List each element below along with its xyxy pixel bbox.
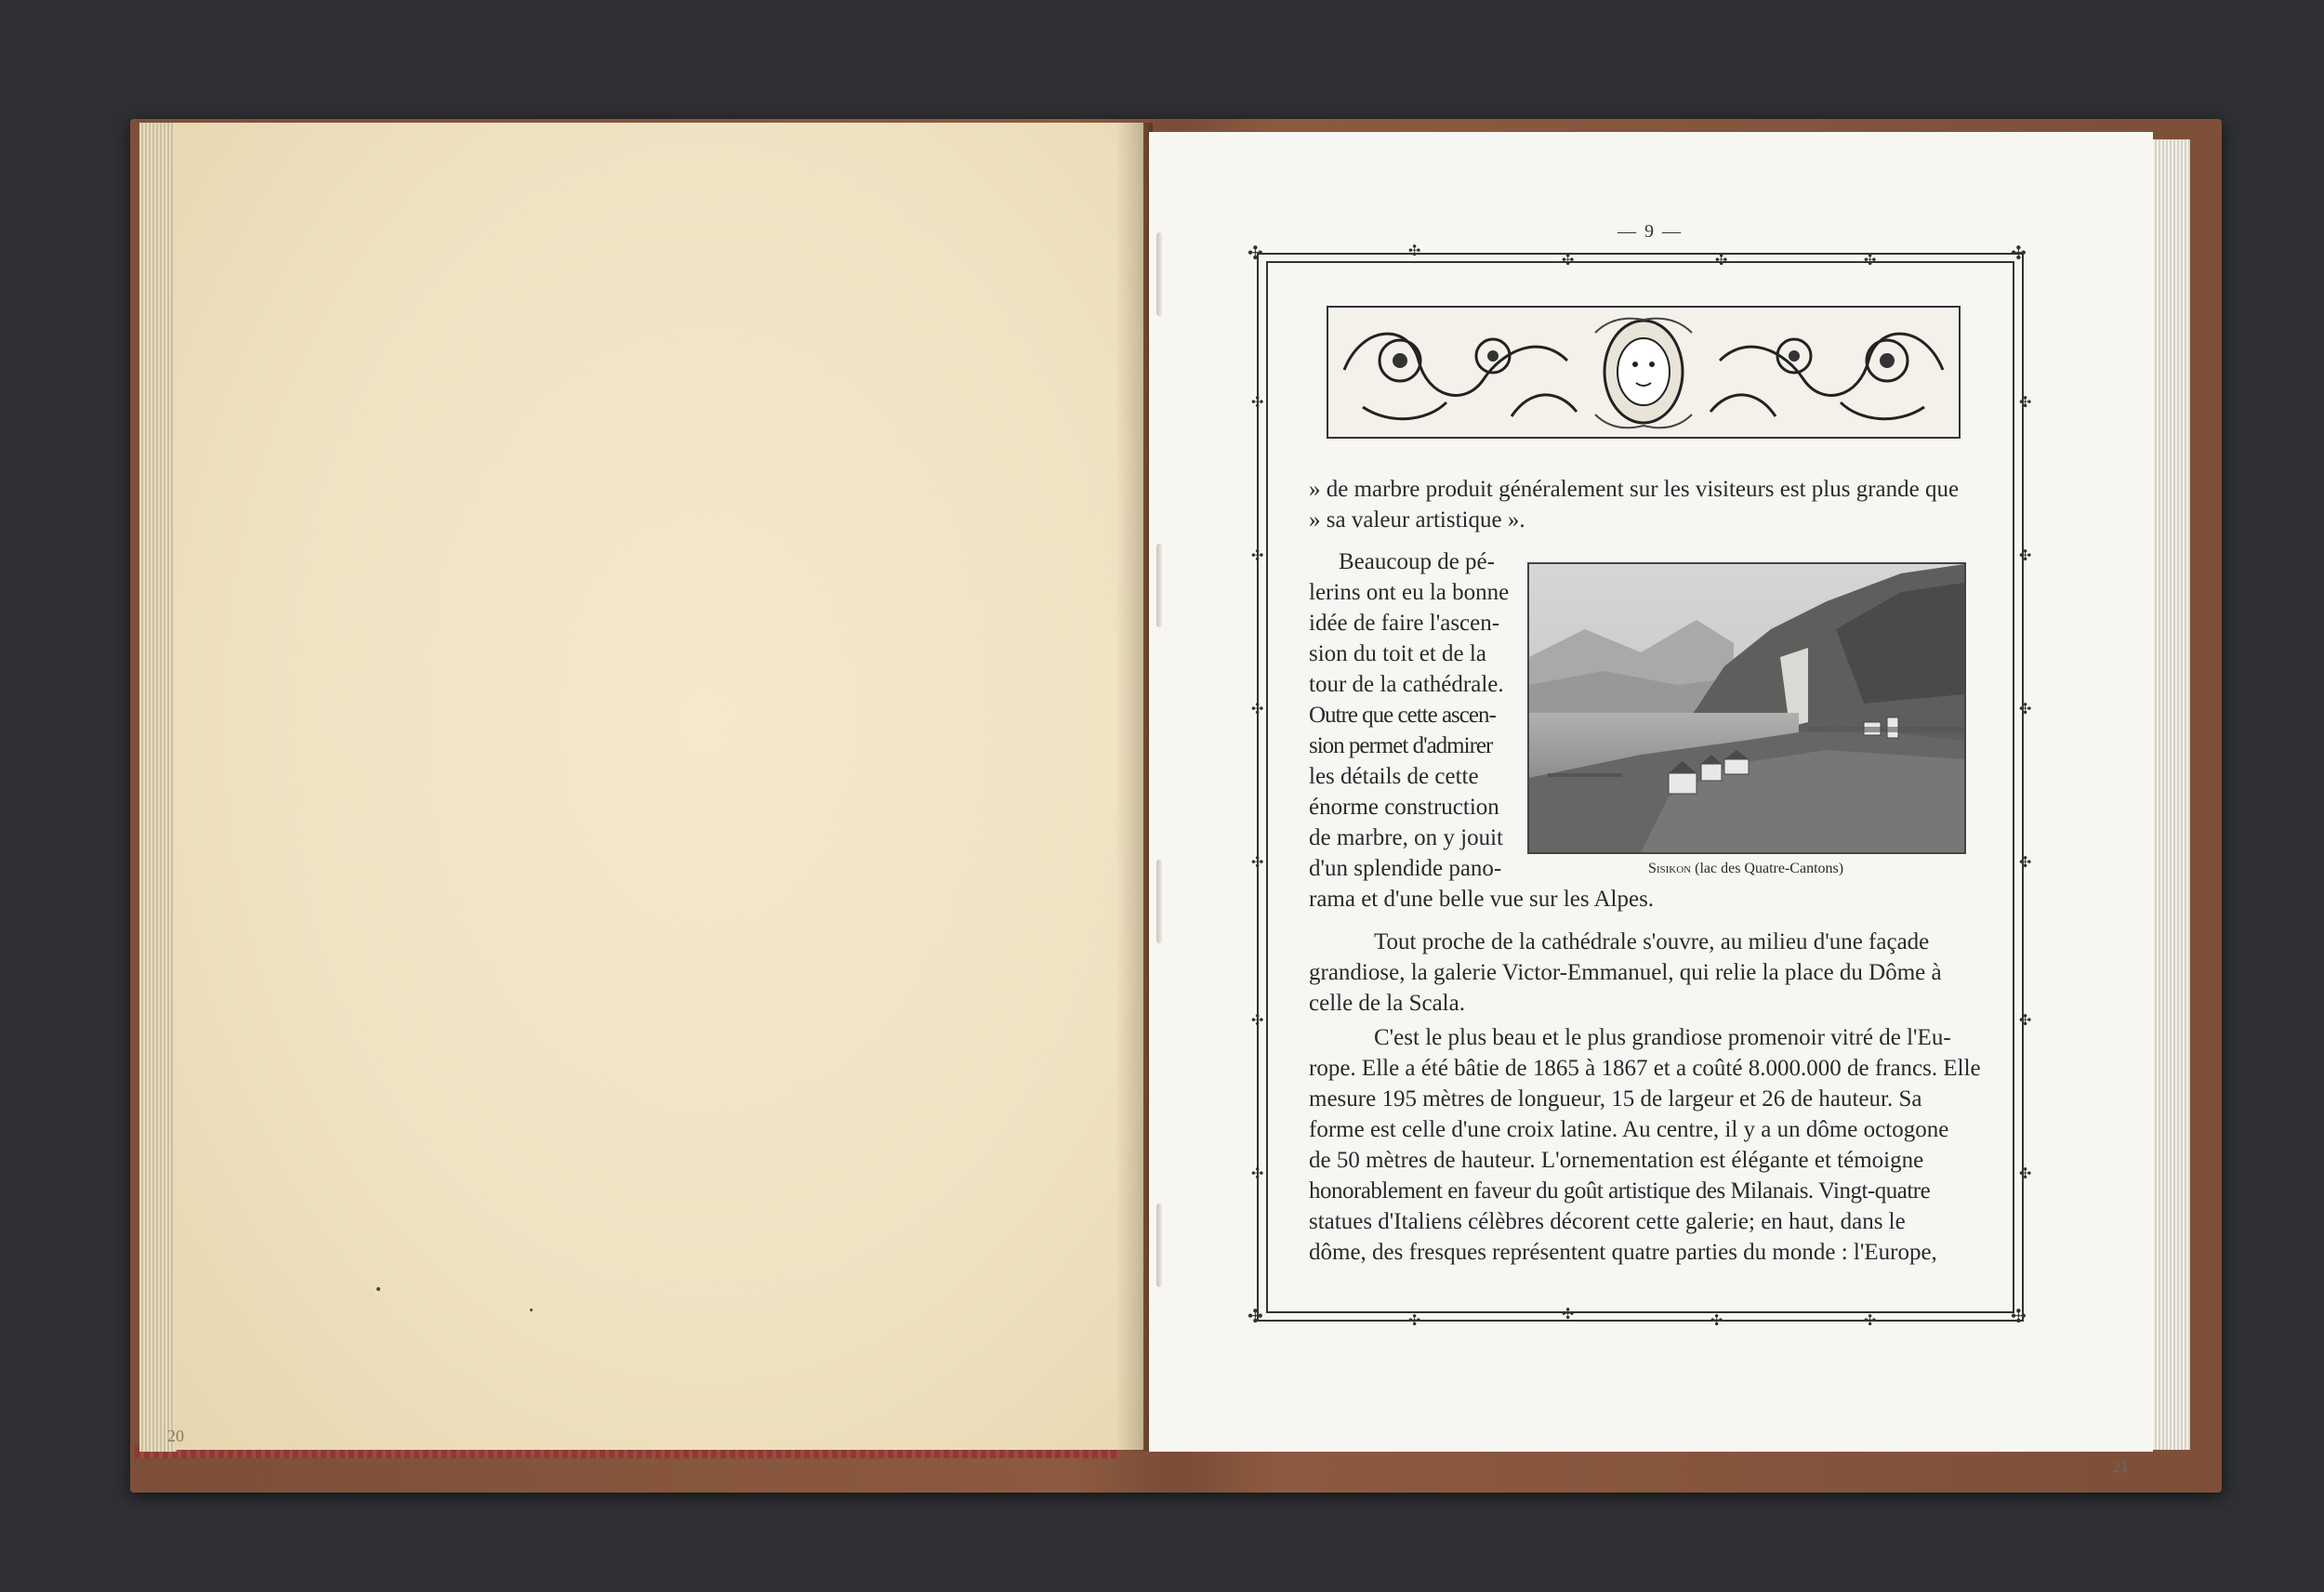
cross-ornament-icon: ✣ bbox=[1715, 251, 1728, 269]
photo-caption bbox=[1527, 861, 1964, 877]
text-line: idée de faire l'ascen- bbox=[1309, 611, 1500, 636]
left-folio: 20 bbox=[167, 1427, 184, 1445]
text-line: lerins ont eu la bonne bbox=[1309, 580, 1510, 605]
text-line: d'un splendide pano- bbox=[1309, 856, 1502, 881]
text-line: rama et d'une belle vue sur les Alpes. bbox=[1309, 887, 1655, 912]
cross-ornament-icon: ✣ bbox=[2011, 242, 2027, 264]
paper-speck bbox=[530, 1309, 533, 1311]
cross-ornament-icon: ✣ bbox=[2019, 546, 2032, 564]
text-line: » de marbre produit généralement sur les visiteurs est plus grande que bbox=[1309, 477, 1960, 502]
cross-ornament-icon: ✣ bbox=[1251, 393, 1264, 411]
cross-ornament-icon: ✣ bbox=[1864, 251, 1877, 269]
right-page-edges bbox=[2149, 139, 2190, 1450]
text-line: sion permet d'admirer bbox=[1309, 733, 1493, 758]
cross-ornament-icon: ✣ bbox=[2019, 853, 2032, 871]
text-line: statues d'Italiens célèbres décorent cette galerie; en haut, dans le bbox=[1309, 1209, 1906, 1234]
text-line: les détails de cette bbox=[1309, 764, 1479, 789]
cross-ornament-icon: ✣ bbox=[1251, 853, 1264, 871]
cross-ornament-icon: ✣ bbox=[1408, 1311, 1421, 1329]
left-page-edges bbox=[139, 123, 177, 1452]
caption-detail: (lac des Quatre-Cantons) bbox=[1691, 861, 1844, 876]
cross-ornament-icon: ✣ bbox=[1562, 251, 1575, 269]
text-line: C'est le plus beau et le plus grandiose promenoir vitré de l'Eu- bbox=[1374, 1025, 1951, 1050]
cross-ornament-icon: ✣ bbox=[1251, 700, 1264, 717]
cross-ornament-icon: ✣ bbox=[1710, 1311, 1723, 1329]
intro-text-block bbox=[1309, 474, 1978, 535]
paragraph-promenoir bbox=[1309, 1022, 1981, 1268]
cross-ornament-icon: ✣ bbox=[2019, 700, 2032, 717]
wrap-text-block bbox=[1309, 546, 1509, 884]
text-line: Outre que cette ascen- bbox=[1309, 703, 1496, 728]
cross-ornament-icon: ✣ bbox=[1251, 546, 1264, 564]
text-line: énorme construction bbox=[1309, 795, 1499, 820]
cross-ornament-icon: ✣ bbox=[1248, 242, 1263, 264]
text-line: rope. Elle a été bâtie de 1865 à 1867 et a coûté 8.000.000 de francs. Elle bbox=[1309, 1056, 1981, 1081]
cross-ornament-icon: ✣ bbox=[1248, 1305, 1263, 1327]
text-line: sion du toit et de la bbox=[1309, 641, 1486, 666]
text-line: grandiose, la galerie Victor-Emmanuel, qui relie la place du Dôme à bbox=[1309, 960, 1942, 985]
wrap-text-last bbox=[1309, 884, 1978, 914]
text-line: dôme, des fresques représentent quatre parties du monde : l'Europe, bbox=[1309, 1240, 1937, 1265]
cross-ornament-icon: ✣ bbox=[2011, 1305, 2027, 1327]
text-line: de 50 mètres de hauteur. L'ornementation est élégante et témoigne bbox=[1309, 1148, 1924, 1173]
landscape-photograph bbox=[1527, 562, 1966, 854]
cross-ornament-icon: ✣ bbox=[2019, 1164, 2032, 1182]
binding-stitch bbox=[1156, 544, 1162, 627]
caption-place-name: Sisikon bbox=[1647, 861, 1692, 876]
page-number: — 9 — bbox=[1618, 221, 1683, 242]
book-gutter bbox=[1116, 123, 1153, 1452]
cross-ornament-icon: ✣ bbox=[1864, 1311, 1877, 1329]
cross-ornament-icon: ✣ bbox=[1251, 1164, 1264, 1182]
text-line: Beaucoup de pé- bbox=[1339, 549, 1495, 574]
text-line: honorablement en faveur du goût artistique des Milanais. Vingt-quatre bbox=[1309, 1178, 1931, 1204]
binding-stitch bbox=[1156, 232, 1162, 316]
cross-ornament-icon: ✣ bbox=[1408, 242, 1421, 259]
text-line: forme est celle d'une croix latine. Au centre, il y a un dôme octogone bbox=[1309, 1117, 1949, 1142]
cross-ornament-icon: ✣ bbox=[2019, 1011, 2032, 1029]
text-line: mesure 195 mètres de longueur, 15 de largeur et 26 de hauteur. Sa bbox=[1309, 1086, 1922, 1112]
text-line: celle de la Scala. bbox=[1309, 991, 1465, 1016]
binding-stitch bbox=[1156, 860, 1162, 943]
cross-ornament-icon: ✣ bbox=[2019, 393, 2032, 411]
cross-ornament-icon: ✣ bbox=[1562, 1305, 1575, 1322]
right-folio: 21 bbox=[2112, 1457, 2129, 1476]
text-line: de marbre, on y jouit bbox=[1309, 825, 1503, 850]
text-line: tour de la cathédrale. bbox=[1309, 672, 1504, 697]
left-page-blank bbox=[175, 123, 1143, 1450]
rinceau-frieze-ornament bbox=[1326, 305, 1961, 440]
paragraph-galerie bbox=[1309, 927, 1978, 1019]
text-line: Tout proche de la cathédrale s'ouvre, au milieu d'une façade bbox=[1374, 929, 1930, 954]
paper-speck bbox=[376, 1287, 380, 1291]
cross-ornament-icon: ✣ bbox=[1251, 1011, 1264, 1029]
text-line: » sa valeur artistique ». bbox=[1309, 507, 1525, 533]
binding-stitch bbox=[1156, 1204, 1162, 1287]
